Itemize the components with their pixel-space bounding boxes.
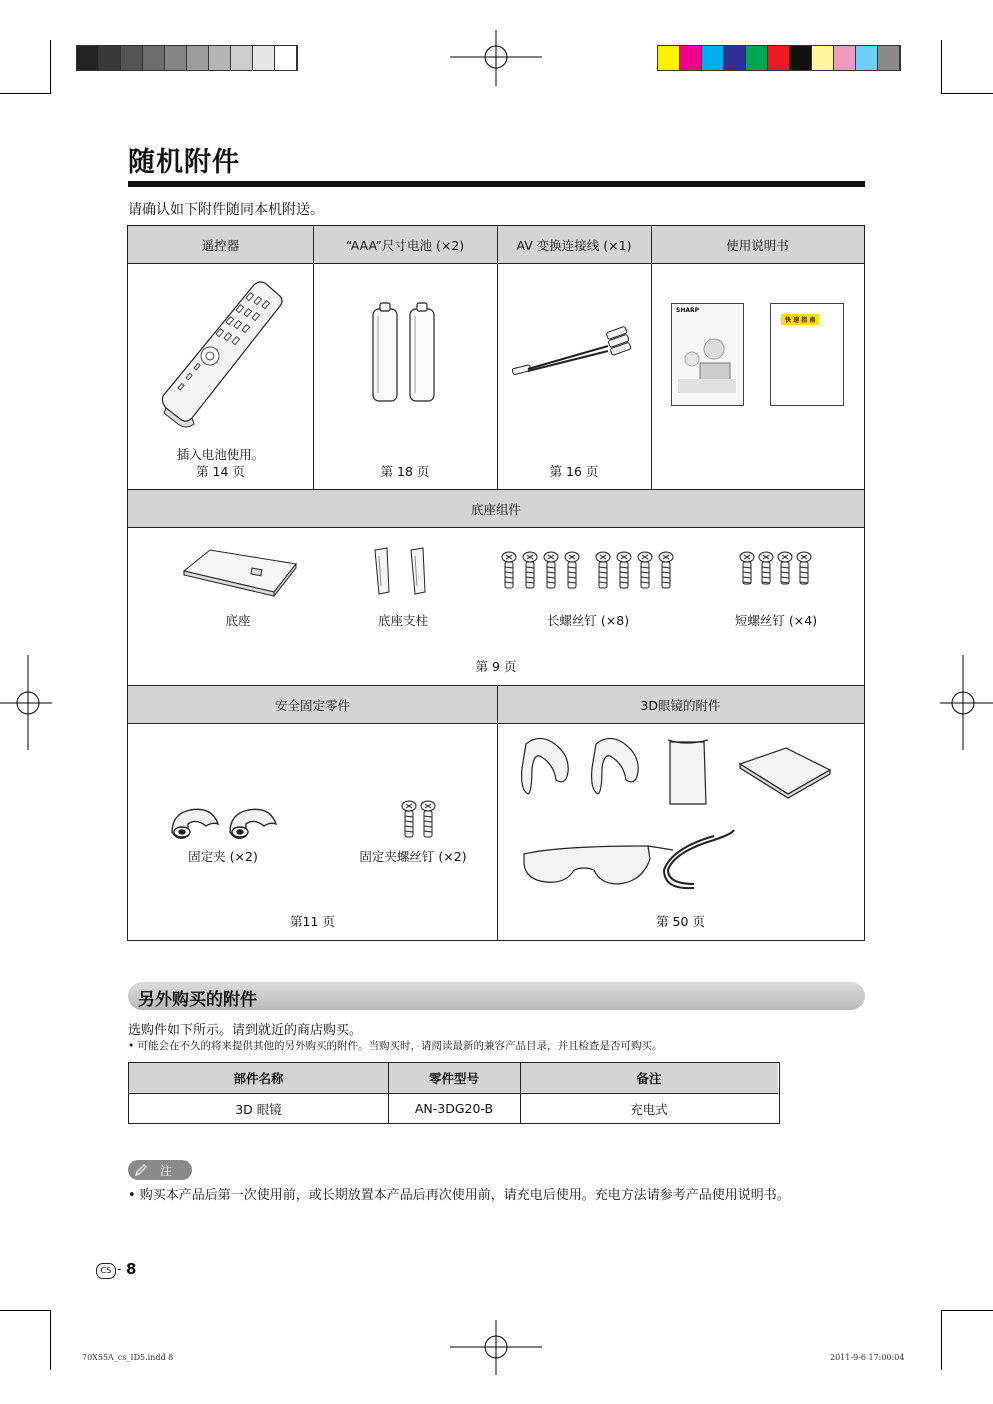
color-swatch (99, 46, 121, 70)
stand-page-ref: 第 9 页 (475, 659, 517, 674)
screw (544, 552, 558, 588)
screw (759, 552, 773, 584)
quick-guide-image (770, 303, 844, 406)
stand-item-short-screws: 短螺丝钉 (×4) (734, 613, 818, 628)
clamp-image (168, 796, 290, 846)
process-color-bar (657, 45, 901, 71)
screw (778, 552, 792, 584)
color-swatch (275, 46, 297, 70)
color-swatch (253, 46, 275, 70)
cell-remarks: 充电式 (630, 1101, 668, 1117)
screw (638, 552, 652, 588)
cell-part-name: 3D 眼镜 (235, 1101, 282, 1117)
screw (502, 552, 516, 588)
color-swatch (746, 46, 768, 70)
col-remarks: 备注 (636, 1071, 662, 1086)
safety-item-clamp: 固定夹 (×2) (188, 849, 258, 864)
color-swatch (724, 46, 746, 70)
screw (740, 552, 754, 584)
gray-color-bar (76, 45, 298, 71)
optional-bullet: • 可能会在不久的将来提供其他的另外购买的附件。当购买时，请阅读最新的兼容产品目录，并且检查是否可购买。 (128, 1040, 663, 1052)
manual-brand: SHARP (676, 307, 700, 314)
print-timestamp: 2011-9-6 17:00:04 (830, 1353, 905, 1362)
color-swatch (121, 46, 143, 70)
color-swatch (856, 46, 878, 70)
header-remote: 遥控器 (201, 238, 240, 253)
glasses-page-ref: 第 50 页 (656, 914, 705, 929)
screw (565, 552, 579, 588)
color-swatch (702, 46, 724, 70)
header-av-cable: AV 变换连接线 (×1) (516, 238, 632, 253)
color-swatch (143, 46, 165, 70)
accessories-table (127, 225, 865, 941)
note-badge (128, 1160, 192, 1180)
color-swatch (768, 46, 790, 70)
header-3d-glasses: 3D眼镜的附件 (640, 698, 721, 713)
note-text: • 购买本产品后第一次使用前，或长期放置本产品后再次使用前，请充电后使用。充电方法请参考产品使用说明书。 (128, 1188, 790, 1203)
clamp-screws-image (400, 800, 440, 840)
color-swatch (209, 46, 231, 70)
title-rule (128, 181, 865, 187)
safety-item-screws: 固定夹螺丝钉 (×2) (359, 849, 467, 864)
screw (421, 801, 435, 837)
remote-caption-1: 插入电池使用。 (176, 447, 265, 462)
header-safety: 安全固定零件 (274, 698, 350, 713)
color-swatch (187, 46, 209, 70)
battery-image (368, 301, 443, 406)
col-part-number: 零件型号 (428, 1071, 479, 1086)
safety-page-ref: 第11 页 (290, 914, 335, 929)
cell-part-number: AN-3DG20-B (414, 1101, 494, 1116)
remote-caption-2: 第 14 页 (196, 464, 245, 479)
stand-base-image (182, 546, 300, 598)
remote-control-image (158, 278, 288, 428)
stand-post-image (371, 546, 431, 596)
page-number: 8 (126, 1260, 137, 1278)
color-swatch (231, 46, 253, 70)
stand-item-post: 底座支柱 (377, 613, 428, 628)
color-swatch (165, 46, 187, 70)
quick-guide-label: 快 速 指 南 (781, 314, 819, 325)
color-swatch (834, 46, 856, 70)
stand-item-long-screws: 长螺丝钉 (×8) (546, 613, 630, 628)
av-cable-image (508, 321, 643, 381)
intro-text: 请确认如下附件随同本机附送。 (128, 202, 324, 218)
glasses-accessories-image (518, 734, 848, 909)
pencil-icon (134, 1163, 148, 1177)
screw (797, 552, 811, 584)
lang-badge: CS (96, 1263, 116, 1279)
color-swatch (680, 46, 702, 70)
color-swatch (812, 46, 834, 70)
screw (617, 552, 631, 588)
page-title: 随机附件 (128, 147, 240, 178)
short-screws-image (738, 551, 818, 591)
long-screws-image (500, 551, 682, 591)
color-swatch (77, 46, 99, 70)
screw (596, 552, 610, 588)
page-separator: - (117, 1262, 122, 1276)
optional-title: 另外购买的附件 (138, 990, 257, 1010)
color-swatch (658, 46, 680, 70)
color-swatch (878, 46, 900, 70)
av-cable-caption: 第 16 页 (549, 464, 599, 479)
screw (402, 801, 416, 837)
optional-table (128, 1062, 780, 1124)
optional-intro: 选购件如下所示。请到就近的商店购买。 (128, 1023, 363, 1038)
file-name: 70X55A_cs_ID5.indd 8 (82, 1353, 174, 1362)
header-manual: 使用说明书 (726, 238, 789, 253)
optional-section-header (128, 982, 865, 1010)
operation-manual-image (671, 303, 744, 406)
battery-caption: 第 18 页 (380, 464, 430, 479)
stand-item-base: 底座 (225, 613, 251, 628)
screw (523, 552, 537, 588)
note-label: 注 (160, 1164, 173, 1178)
header-batteries: “AAA”尺寸电池 (×2) (345, 238, 465, 253)
header-stand: 底座组件 (128, 490, 864, 528)
screw (659, 552, 673, 588)
color-swatch (790, 46, 812, 70)
col-part-name: 部件名称 (233, 1071, 284, 1086)
